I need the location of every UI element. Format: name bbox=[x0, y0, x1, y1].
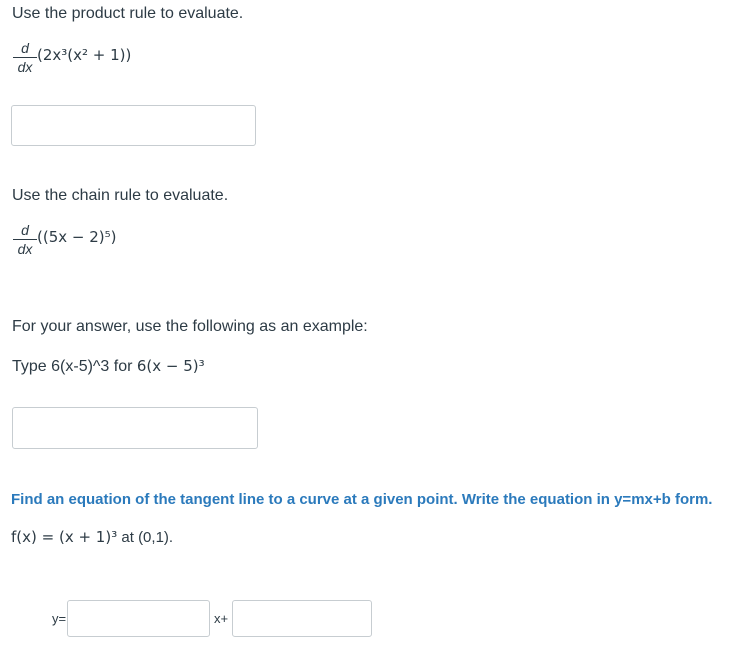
slope-input[interactable] bbox=[67, 600, 210, 637]
q2-fraction-bar bbox=[13, 239, 37, 240]
q3-function-math: f(x) = (x + 1)³ bbox=[11, 528, 118, 546]
q3-point-text: at (0,1). bbox=[117, 529, 174, 546]
q1-prompt: Use the product rule to evaluate. bbox=[12, 5, 244, 22]
q1-derivative-operator bbox=[13, 40, 37, 75]
q3-function bbox=[11, 528, 173, 546]
q1-deriv-denominator: dx bbox=[17, 59, 33, 75]
q2-derivative-operator bbox=[13, 222, 37, 257]
q1-expression: (2x³(x² + 1)) bbox=[37, 46, 132, 64]
x-plus-label: x+ bbox=[214, 611, 229, 626]
y-equals-label: y= bbox=[52, 611, 67, 626]
q3-heading: Find an equation of the tangent line to a curve at a given point. Write the equation in y=mx+b form. bbox=[11, 491, 713, 508]
q2-example-math: 6(x − 5)³ bbox=[136, 357, 205, 375]
q2-example bbox=[12, 357, 205, 376]
intercept-input[interactable] bbox=[232, 600, 372, 637]
q2-example-prefix: Type 6(x-5)^3 for bbox=[12, 358, 137, 375]
q2-answer-input[interactable] bbox=[12, 407, 258, 449]
q2-expression: ((5x − 2)⁵) bbox=[37, 228, 117, 246]
q2-deriv-numerator: d bbox=[21, 222, 29, 238]
q1-deriv-numerator: d bbox=[21, 40, 29, 56]
q2-deriv-denominator: dx bbox=[17, 241, 33, 257]
q1-answer-input[interactable] bbox=[11, 105, 256, 146]
q1-fraction-bar bbox=[13, 57, 37, 58]
q2-instruction: For your answer, use the following as an example: bbox=[12, 318, 368, 335]
q2-prompt: Use the chain rule to evaluate. bbox=[12, 187, 229, 204]
